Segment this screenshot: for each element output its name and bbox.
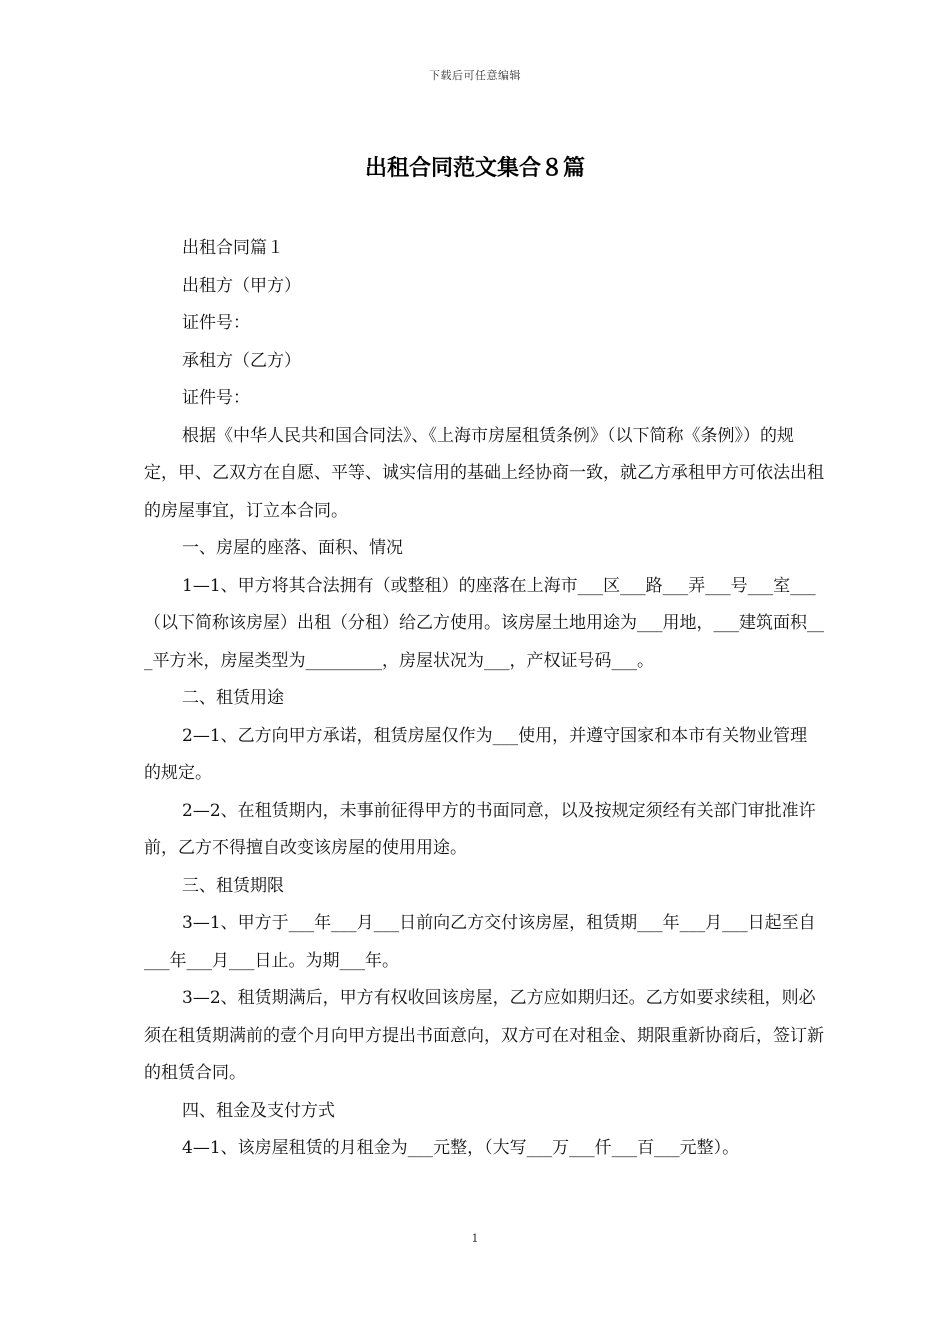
section-heading-1: 出租合同篇１: [182, 238, 284, 258]
clause-1-1: 1—1、甲方将其合法拥有（或整租）的座落在上海市___区___路___弄___号___室___（以下简称该房屋）出租（分租）给乙方使用。该房屋土地用途为___用地，___建筑面积___平方米，房屋类型为_________，房屋状况为___，产权证号码___。: [144, 575, 824, 671]
document-title: 出租合同范文集合８篇: [364, 156, 585, 181]
clause-3-1: 3—1、甲方于___年___月___日前向乙方交付该房屋，租赁期___年___月___日起至自___年___月___日止。为期___年。: [144, 913, 816, 971]
clause-heading-3: 三、租赁期限: [182, 875, 284, 896]
clause-3-2: 3—2、租赁期满后，甲方有权收回该房屋，乙方应如期归还。乙方如要求续租，则必须在租赁期满前的壹个月向甲方提出书面意向，双方可在对租金、期限重新协商后，签订新的租赁合同。: [144, 988, 824, 1083]
lessee-label: 承租方（乙方）: [182, 350, 301, 371]
lessor-label: 出租方（甲方）: [182, 275, 301, 296]
lessee-id-label: 证件号：: [182, 388, 250, 408]
header-note: 下载后可任意编辑: [429, 69, 521, 82]
clause-4-1: 4—1、该房屋租赁的月租金为___元整，（大写___万___仟___百___元整）。: [182, 1138, 740, 1158]
clause-heading-1: 一、房屋的座落、面积、情况: [182, 538, 403, 558]
page-number: 1: [471, 1232, 479, 1245]
document-body: [144, 230, 824, 1168]
lessor-id-label: 证件号：: [182, 313, 250, 333]
clause-2-1: 2—1、乙方向甲方承诺，租赁房屋仅作为___使用，并遵守国家和本市有关物业管理的规定。: [144, 725, 808, 783]
clause-heading-4: 四、租金及支付方式: [182, 1100, 335, 1121]
intro-paragraph: 根据《中华人民共和国合同法》、《上海市房屋租赁条例》（以下简称《条例》）的规定，甲、乙双方在自愿、平等、诚实信用的基础上经协商一致，就乙方承租甲方可依法出租的房屋事宜，订立本合同。: [144, 425, 824, 521]
clause-2-2: 2—2、在租赁期内，未事前征得甲方的书面同意，以及按规定须经有关部门审批准许前，乙方不得擅自改变该房屋的使用用途。: [144, 800, 816, 858]
clause-heading-2: 二、租赁用途: [182, 688, 284, 708]
